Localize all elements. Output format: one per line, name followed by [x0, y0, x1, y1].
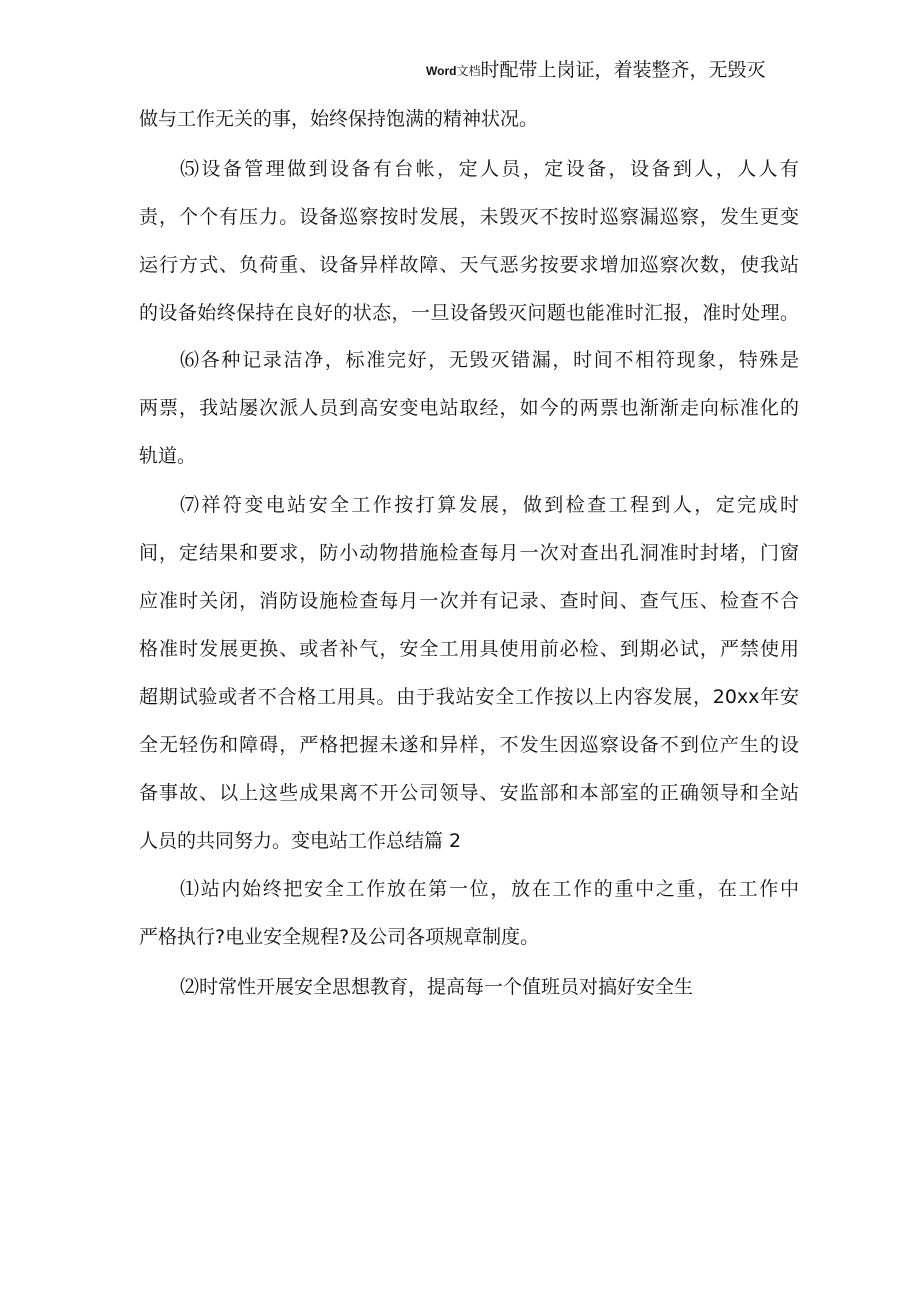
paragraph-line: 全无轻伤和障碍，严格把握未遂和异样，不发生因巡察设备不到位产生的设: [139, 734, 799, 756]
page-header-line: [426, 56, 798, 85]
paragraph-line: 间，定结果和要求，防小动物措施检查每月一次对查出孔洞准时封堵，门窗: [139, 542, 799, 564]
paragraph-line: 运行方式、负荷重、设备异样故障、天气恶劣按要求增加巡察次数，使我站: [139, 254, 799, 276]
paragraph-line: 的设备始终保持在良好的状态，一旦设备毁灭问题也能准时汇报，准时处理。: [139, 302, 799, 324]
paragraph-line: ⑸设备管理做到设备有台帐，定人员，定设备，设备到人，人人有: [180, 158, 799, 180]
paragraph-line: ⑵时常性开展安全思想教育，提高每一个值班员对搞好安全生: [180, 976, 694, 998]
paragraph-line: 轨道。: [139, 445, 197, 467]
paragraph-line: 人员的共同努力。变电站工作总结篇 2: [139, 830, 462, 852]
paragraph-line: 做与工作无关的事，始终保持饱满的精神状况。: [139, 108, 539, 130]
paragraph-line: 超期试验或者不合格工用具。由于我站安全工作按以上内容发展，20xx年安: [139, 686, 799, 708]
header-text: 时配带上岗证，着装整齐，无毁灭: [480, 59, 766, 81]
paragraph-line: 严格执行?电业安全规程?及公司各项规章制度。: [139, 926, 540, 948]
paragraph-line: ⑺祥符变电站安全工作按打算发展，做到检查工程到人，定完成时: [180, 494, 799, 516]
paragraph-line: 备事故、以上这些成果离不开公司领导、安监部和本部室的正确领导和全站: [139, 782, 799, 804]
paragraph-line: ⑹各种记录洁净，标准完好，无毁灭错漏，时间不相符现象，特殊是: [180, 349, 799, 371]
paragraph-line: ⑴站内始终把安全工作放在第一位，放在工作的重中之重，在工作中: [180, 878, 799, 900]
paragraph-line: 两票，我站屡次派人员到高安变电站取经，如今的两票也渐渐走向标准化的: [139, 397, 799, 419]
doc-label: 文档: [456, 64, 481, 78]
paragraph-line: 格准时发展更换、或者补气，安全工用具使用前必检、到期必试，严禁使用: [139, 638, 799, 660]
word-doc-tag: [426, 64, 480, 78]
paragraph-line: 应准时关闭，消防设施检查每月一次并有记录、查时间、查气压、检查不合: [139, 590, 799, 612]
word-label: Word: [426, 64, 457, 78]
paragraph-line: 责，个个有压力。设备巡察按时发展，未毁灭不按时巡察漏巡察，发生更变: [139, 206, 799, 228]
